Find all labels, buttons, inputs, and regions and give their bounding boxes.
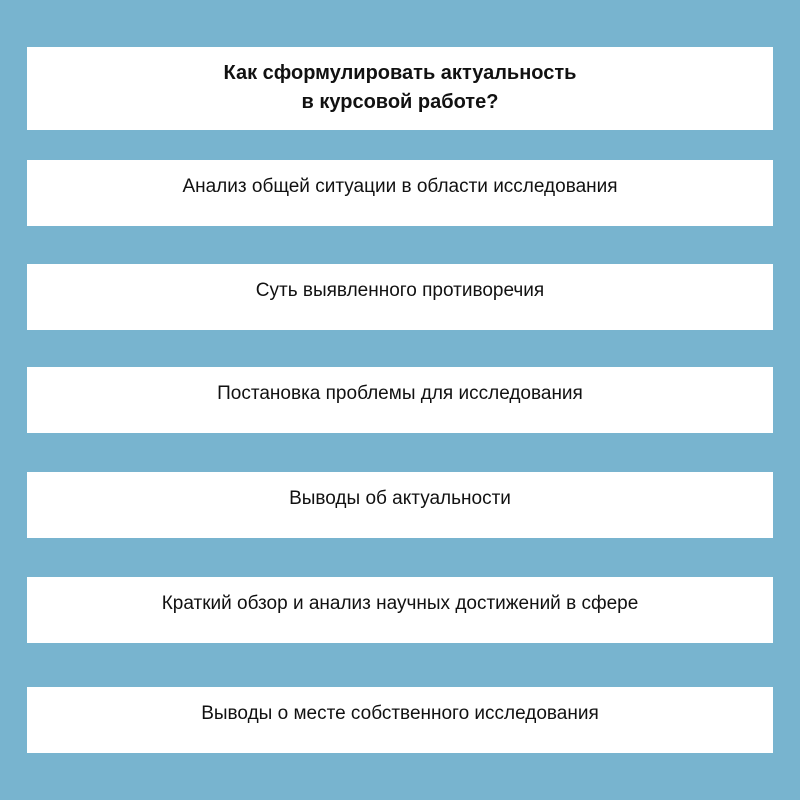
- step-label: Краткий обзор и анализ научных достижений в сфере: [161, 592, 639, 614]
- step-box-problem: [27, 367, 773, 433]
- step-label: Выводы об актуальности: [289, 487, 511, 509]
- step-label: Постановка проблемы для исследования: [217, 382, 583, 404]
- step-box-analysis: [27, 160, 773, 226]
- step-box-relevance-conclusions: [27, 472, 773, 538]
- page-title: [224, 59, 577, 117]
- step-label: Выводы о месте собственного исследования: [201, 702, 599, 724]
- step-box-own-research: [27, 687, 773, 753]
- step-label: Суть выявленного противоречия: [255, 279, 545, 301]
- step-box-contradiction: [27, 264, 773, 330]
- title-box: [27, 47, 773, 130]
- step-label: Анализ общей ситуации в области исследования: [182, 175, 618, 197]
- title-line-2: в курсовой работе?: [301, 90, 499, 113]
- title-line-1: Как сформулировать актуальность: [223, 61, 577, 84]
- step-box-review: [27, 577, 773, 643]
